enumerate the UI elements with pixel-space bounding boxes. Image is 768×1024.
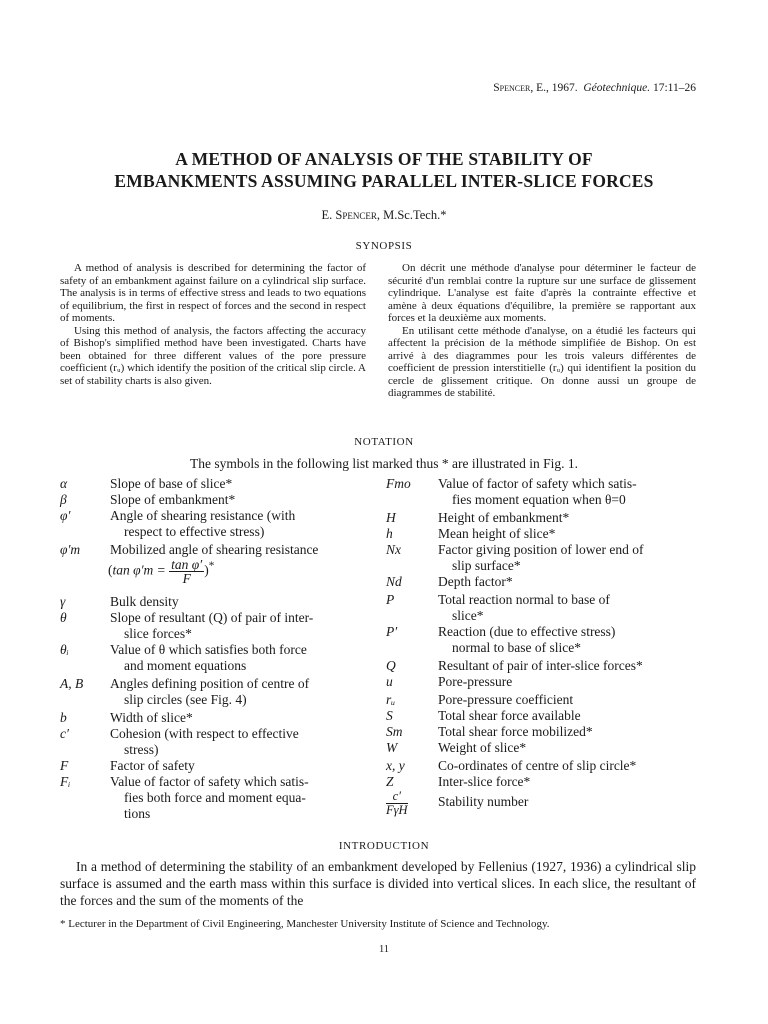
author-name: E. Spencer, bbox=[321, 208, 380, 222]
author-degree: M.Sc.Tech.* bbox=[383, 208, 447, 222]
notation-symbol: P′ bbox=[386, 624, 398, 639]
notation-definition-text: Total shear force mobilized* bbox=[438, 724, 593, 739]
notation-symbol: H bbox=[386, 510, 396, 525]
notation-definition-text: Stability number bbox=[438, 794, 529, 809]
notation-definition-text: Cohesion (with respect to effective bbox=[110, 726, 299, 741]
notation-definition bbox=[438, 740, 696, 756]
formula-paren-open: ( bbox=[108, 562, 113, 578]
notation-definition-text: Bulk density bbox=[110, 594, 179, 609]
introduction-paragraph: In a method of determining the stability of an embankment developed by Fellenius (1927, 1936) a cylindrical slip surface is assumed and the earth mass within this surface is divided into vertical slices. In each slice, the resultant of the forces and the sum of the moments of the bbox=[60, 859, 696, 908]
notation-definition-text: Pore-pressure coefficient bbox=[438, 692, 574, 707]
notation-symbol: F bbox=[60, 758, 69, 773]
page-number: 11 bbox=[378, 944, 390, 955]
notation-definition-continued: fies both force and moment equa- bbox=[124, 790, 306, 805]
notation-definition-text: Co-ordinates of centre of slip circle* bbox=[438, 758, 637, 773]
notation-definition bbox=[110, 710, 368, 726]
synopsis-french bbox=[388, 262, 696, 400]
citation-pages: 17:11–26 bbox=[652, 82, 696, 94]
mobilized-angle-formula bbox=[108, 558, 214, 585]
notation-definition bbox=[110, 492, 368, 508]
notation-definition-continued: slice* bbox=[452, 608, 484, 623]
citation-author: Spencer, E., 1967. bbox=[493, 82, 578, 94]
notation-symbol: u bbox=[386, 674, 393, 689]
notation-definition bbox=[438, 794, 696, 810]
notation-definition-text: Width of slice* bbox=[110, 710, 193, 725]
notation-definition bbox=[438, 526, 696, 542]
notation-definition-text: Factor giving position of lower end of bbox=[438, 542, 644, 557]
notation-symbol: Sm bbox=[386, 724, 403, 739]
stability-number-denominator: FγH bbox=[386, 803, 408, 817]
notation-definition bbox=[110, 726, 368, 758]
notation-definition bbox=[438, 724, 696, 740]
notation-definition bbox=[438, 758, 696, 774]
notation-symbol: x, y bbox=[386, 758, 405, 773]
citation-journal: Géotechnique. bbox=[583, 82, 651, 94]
notation-definition bbox=[438, 592, 696, 624]
notation-definition-text: Mobilized angle of shearing resistance bbox=[110, 542, 319, 557]
notation-definition bbox=[110, 542, 368, 558]
notation-definition-text: Resultant of pair of inter-slice forces* bbox=[438, 658, 643, 673]
author-line bbox=[0, 208, 768, 223]
notation-symbol: rᵤ bbox=[386, 692, 396, 707]
notation-definition-continued: slip circles (see Fig. 4) bbox=[124, 692, 247, 707]
notation-definition-text: Slope of base of slice* bbox=[110, 476, 233, 491]
notation-definition bbox=[110, 508, 368, 540]
notation-symbol: b bbox=[60, 710, 67, 725]
title-line-2: EMBANKMENTS ASSUMING PARALLEL INTER-SLICE FORCES bbox=[114, 171, 654, 191]
notation-symbol: Fmo bbox=[386, 476, 411, 491]
title-line-1: A METHOD OF ANALYSIS OF THE STABILITY OF bbox=[175, 149, 593, 169]
synopsis-english bbox=[60, 262, 366, 387]
notation-symbol: θ bbox=[60, 610, 67, 625]
synopsis-english-p1: A method of analysis is described for determining the factor of safety of an embankment against failure on a cylindrical slip surface. The analysis is in terms of effective stress and leads to two equations of equilibrium, the first in respect of forces and the second in respect of moments. bbox=[60, 262, 366, 324]
notation-symbol: S bbox=[386, 708, 393, 723]
notation-definition-text: Total shear force available bbox=[438, 708, 581, 723]
paper-title bbox=[40, 148, 728, 192]
notation-definition-text: Depth factor* bbox=[438, 574, 513, 589]
notation-symbol: α bbox=[60, 476, 68, 491]
notation-definition-text: Angle of shearing resistance (with bbox=[110, 508, 296, 523]
notation-definition-text: Value of θ which satisfies both force bbox=[110, 642, 307, 657]
notation-symbol: φ′ bbox=[60, 508, 71, 523]
notation-definition bbox=[438, 674, 696, 690]
notation-definition bbox=[110, 774, 368, 822]
formula-numerator: tan φ′ bbox=[171, 557, 203, 572]
notation-definition-text: Value of factor of safety which satis- bbox=[438, 476, 637, 491]
notation-intro: The symbols in the following list marked thus * are illustrated in Fig. 1. bbox=[189, 456, 579, 471]
notation-definition bbox=[110, 758, 368, 774]
synopsis-english-p2: Using this method of analysis, the factors affecting the accuracy of Bishop's simplified method have been investigated. Charts have been obtained for three different values of the pore pressure coefficient (rᵤ) which identify the position of the critical slip circle. A set of stability charts is also given. bbox=[60, 324, 366, 387]
notation-heading: NOTATION bbox=[354, 436, 414, 448]
notation-definition-text: Mean height of slice* bbox=[438, 526, 556, 541]
notation-definition-continued: stress) bbox=[124, 742, 159, 757]
notation-definition-continued: slip surface* bbox=[452, 558, 521, 573]
notation-symbol: c′ bbox=[60, 726, 69, 741]
notation-definition bbox=[438, 658, 696, 674]
notation-definition bbox=[438, 510, 696, 526]
notation-definition bbox=[110, 594, 368, 610]
notation-symbol: Nx bbox=[386, 542, 401, 557]
stability-number-symbol bbox=[386, 790, 408, 817]
notation-symbol: A, B bbox=[60, 676, 84, 691]
notation-symbol: Z bbox=[386, 774, 394, 789]
notation-definition bbox=[438, 574, 696, 590]
notation-definition bbox=[438, 692, 696, 708]
notation-definition bbox=[110, 642, 368, 674]
notation-definition bbox=[110, 476, 368, 492]
notation-symbol: θᵢ bbox=[60, 642, 69, 657]
notation-definition-continued: slice forces* bbox=[124, 626, 192, 641]
notation-definition-text: Pore-pressure bbox=[438, 674, 513, 689]
notation-definition bbox=[438, 476, 696, 508]
notation-definition-continued: and moment equations bbox=[124, 658, 247, 673]
formula-fraction bbox=[169, 558, 204, 585]
notation-definition-text: Weight of slice* bbox=[438, 740, 527, 755]
synopsis-french-p2: En utilisant cette méthode d'analyse, on a étudié les facteurs qui affectent la précision de la méthode simplifiée de Bishop. On est arrivé à des diagrammes pour les trois valeurs différentes de coefficient de pression interstitielle (rᵤ) qui identifient la position du cercle de glissement critique. On donne aussi un groupe de diagrammes de stabilité. bbox=[388, 324, 696, 399]
notation-definition-text: Angles defining position of centre of bbox=[110, 676, 310, 691]
footnote: * Lecturer in the Department of Civil Engineering, Manchester University Institute of Science and Technology. bbox=[60, 918, 550, 930]
notation-symbol: φ′m bbox=[60, 542, 81, 557]
notation-symbol: Nd bbox=[386, 574, 402, 589]
synopsis-french-p1: On décrit une méthode d'analyse pour déterminer le facteur de sécurité d'un remblai contre la rupture sur une surface de glissement cylindrique. L'analyse est faite d'après la contrainte effective et amène à deux équations d'équilibre, la première se rapportant aux forces et la deuxième aux moments. bbox=[388, 262, 696, 324]
notation-definition bbox=[110, 676, 368, 708]
notation-definition-text: Height of embankment* bbox=[438, 510, 570, 525]
notation-definition bbox=[110, 610, 368, 642]
notation-definition-text: Slope of embankment* bbox=[110, 492, 236, 507]
notation-definition-text: Total reaction normal to base of bbox=[438, 592, 610, 607]
notation-symbol: P bbox=[386, 592, 395, 607]
introduction-text bbox=[60, 858, 696, 909]
notation-definition bbox=[438, 774, 696, 790]
notation-definition bbox=[438, 542, 696, 574]
notation-symbol: W bbox=[386, 740, 398, 755]
notation-definition bbox=[438, 624, 696, 656]
notation-symbol: γ bbox=[60, 594, 66, 609]
notation-symbol: h bbox=[386, 526, 393, 541]
notation-definition bbox=[438, 708, 696, 724]
notation-symbol: Q bbox=[386, 658, 396, 673]
notation-definition-continued: tions bbox=[124, 806, 151, 821]
formula-star: * bbox=[208, 560, 215, 573]
notation-definition-continued: respect to effective stress) bbox=[124, 524, 265, 539]
notation-definition-continued: fies moment equation when θ=0 bbox=[452, 492, 626, 507]
notation-definition-continued: normal to base of slice* bbox=[452, 640, 581, 655]
introduction-heading: INTRODUCTION bbox=[338, 840, 430, 852]
citation bbox=[493, 82, 696, 94]
notation-definition-text: Factor of safety bbox=[110, 758, 195, 773]
notation-symbol: β bbox=[60, 492, 67, 507]
notation-definition-text: Value of factor of safety which satis- bbox=[110, 774, 309, 789]
notation-definition-text: Inter-slice force* bbox=[438, 774, 531, 789]
formula-denominator: F bbox=[182, 571, 191, 586]
formula-paren-close: ) bbox=[204, 562, 209, 578]
synopsis-heading: SYNOPSIS bbox=[355, 240, 413, 252]
notation-symbol: Fᵢ bbox=[60, 774, 71, 789]
notation-definition-text: Slope of resultant (Q) of pair of inter- bbox=[110, 610, 314, 625]
stability-number-numerator: c′ bbox=[386, 790, 408, 804]
notation-definition-text: Reaction (due to effective stress) bbox=[438, 624, 616, 639]
formula-lhs: tan φ′m = bbox=[112, 562, 166, 578]
